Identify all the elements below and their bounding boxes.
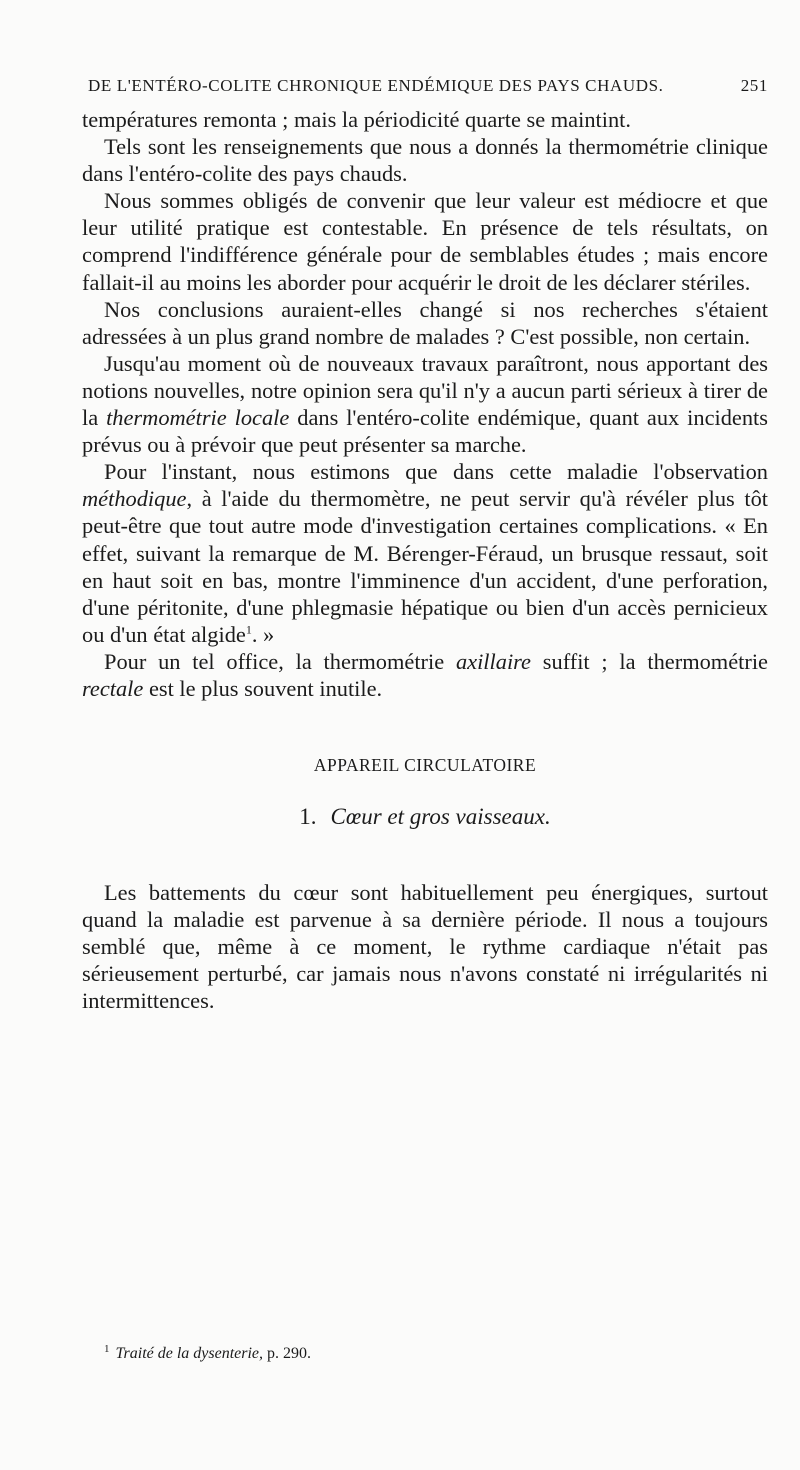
footnote <box>82 1342 768 1363</box>
body-text <box>82 106 768 702</box>
paragraph <box>82 458 768 648</box>
paragraph: Nous sommes obligés de convenir que leur valeur est médiocre et que leur utilité pratique est contestable. En présence de tels résultats, on comprend l'indifférence générale pour de semblables études ; mais encore fallait-il au moins les aborder pour acquérir le droit de les déclarer stériles. <box>82 188 768 295</box>
footnote-page: p. 290. <box>263 1345 312 1362</box>
text-run: suffit ; la thermométrie <box>531 648 768 674</box>
footnote-ref: 1 <box>245 622 252 637</box>
emphasis: méthodique <box>82 486 187 512</box>
paragraph: Tels sont les renseignements que nous a donnés la thermométrie clinique dans l'entéro-colite des pays chauds. <box>82 134 768 187</box>
text-run: Pour un tel office, la thermométrie <box>104 648 456 674</box>
subsection-title: Cœur et gros vaisseaux. <box>330 804 551 830</box>
emphasis: thermométrie locale <box>106 405 290 431</box>
paragraph: températures remonta ; mais la périodicité quarte se maintint. <box>82 107 631 132</box>
emphasis: axillaire <box>455 648 531 674</box>
subsection-number: 1. <box>299 804 317 830</box>
text-run: est le plus souvent inutile. <box>143 675 383 701</box>
paragraph: Les battements du cœur sont habituellement peu énergiques, surtout quand la maladie est parvenue à sa dernière période. Il nous a toujours semblé que, même à ce moment, le rythme cardiaque n'était pas sérieusement perturbé, car jamais nous n'avons constaté ni irrégularités ni intermittences. <box>82 880 768 1014</box>
text-run: Pour l'instant, nous estimons que dans cette maladie l'observation <box>104 459 768 485</box>
footnote-title: Traité de la dysenterie, <box>115 1345 264 1362</box>
paragraph: Nos conclusions auraient-elles changé si nos recherches s'étaient adressées à un plus grand nombre de malades ? C'est possible, non certain. <box>82 296 768 349</box>
text-run: . » <box>251 621 275 647</box>
page-number: 251 <box>740 76 768 95</box>
page <box>82 76 768 1015</box>
section-heading: APPAREIL CIRCULATOIRE <box>313 755 537 776</box>
subsection-heading <box>82 804 768 830</box>
running-head <box>88 76 768 106</box>
text-run: , à l'aide du thermomètre, ne peut servir qu'à révéler plus tôt peut-être que tout autre mode d'investigation certaines complications. « En effet, suivant la remarque de M. Bérenger-Féraud, un brusque ressaut, soit en haut soit en bas, montre l'imminence d'un accident, d'une perforation, d'une péritonite, d'une phlegmasie hépatique ou bien d'un accès pernicieux ou d'un état algide <box>82 486 768 647</box>
emphasis: rectale <box>82 675 144 701</box>
text-run: Jusqu'au moment où de nouveaux travaux paraîtront, nous apportant des notions nouvelles, notre opinion sera qu'il n'y a aucun parti sérieux à tirer de la <box>82 350 768 431</box>
body-text-2 <box>82 879 768 1014</box>
text-run: dans l'entéro-colite endémique, quant aux incidents prévus ou à prévoir que peut présenter sa marche. <box>82 405 768 458</box>
paragraph <box>82 350 768 458</box>
paragraph <box>82 648 768 702</box>
running-head-title: DE L'ENTÉRO-COLITE CHRONIQUE ENDÉMIQUE DES PAYS CHAUDS. <box>88 76 664 95</box>
footnote-mark: 1 <box>104 1342 110 1355</box>
